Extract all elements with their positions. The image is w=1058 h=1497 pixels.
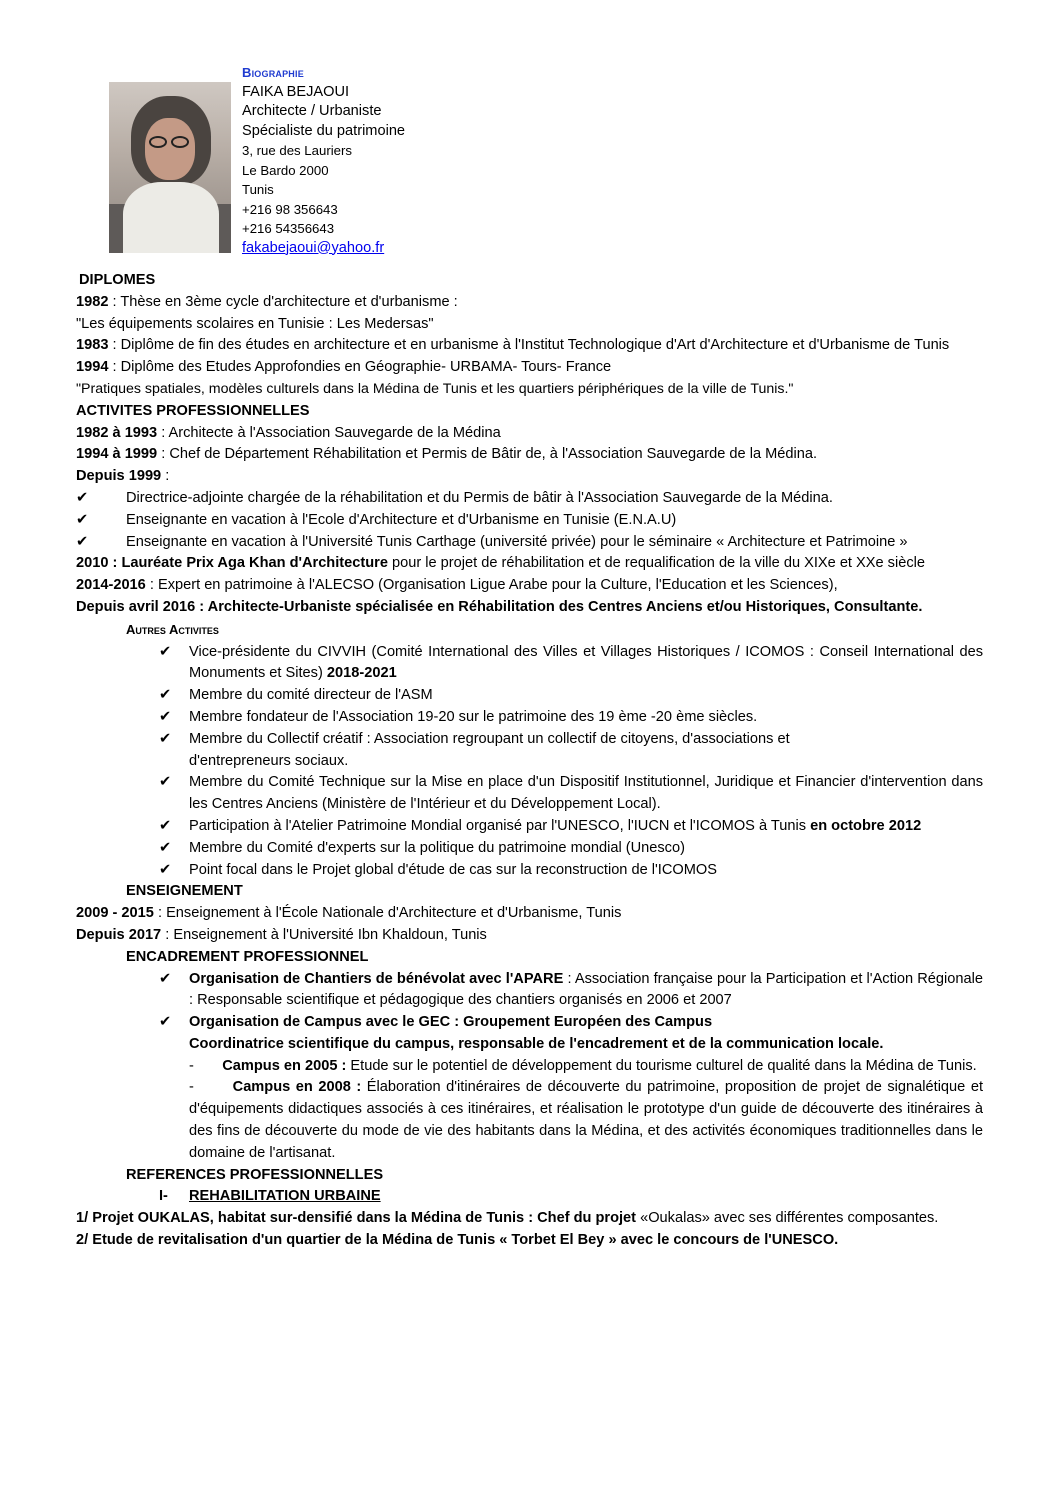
check-icon: ✔ xyxy=(159,687,172,704)
diplomes-heading: DIPLOMES xyxy=(79,272,156,288)
reference-text: «Oukalas» avec ses différentes composantes. xyxy=(636,1210,939,1227)
activity-text: : Chef de Département Réhabilitation et Permis de Bâtir de, à l'Association Sauvegarde de la Médina. xyxy=(157,446,818,463)
profession: Architecte / Urbaniste xyxy=(242,103,382,119)
other-activity-item xyxy=(76,685,983,707)
dash-marker: - xyxy=(189,1079,233,1096)
check-icon: ✔ xyxy=(159,817,172,834)
checklist-text: Enseignante en vacation à l'Ecole d'Architecture et d'Urbanisme en Tunisie (E.N.A.U) xyxy=(126,511,677,528)
other-activity-item xyxy=(76,772,983,816)
campus-title: Campus en 2005 : xyxy=(222,1057,347,1074)
diploma-text: : Diplôme de fin des études en architecture et en urbanisme à l'Institut Technologique d'Art d'Architecture et d'Urbanisme de Tunis xyxy=(108,337,950,354)
campus-text: Etude sur le potentiel de développement du tourisme culturel de qualité dans la Médina de Tunis. xyxy=(346,1057,977,1074)
check-icon: ✔ xyxy=(76,511,89,528)
other-activity-item xyxy=(76,729,983,773)
activity-text: : Expert en patrimoine à l'ALECSO (Organisation Ligue Arabe pour la Culture, l'Education et les Sciences), xyxy=(145,577,838,594)
check-icon: ✔ xyxy=(159,1014,172,1031)
diploma-year: 1982 xyxy=(76,293,109,310)
checklist-text: Enseignante en vacation à l'Université Tunis Carthage (université privée) pour le séminaire « Architecture et Patrimoine » xyxy=(126,533,908,550)
activites-heading: ACTIVITES PROFESSIONNELLES xyxy=(76,402,310,419)
bio-title: Biographie xyxy=(242,65,304,80)
person-name: FAIKA BEJAOUI xyxy=(242,83,350,100)
reference-title: 1/ Projet OUKALAS, habitat sur-densifié dans la Médina de Tunis : Chef du projet xyxy=(76,1210,637,1227)
activity-text: pour le projet de réhabilitation et de requalification de la ville du XIXe et XXe siècle xyxy=(387,555,925,572)
activity-current: Depuis avril 2016 : Architecte-Urbaniste spécialisée en Réhabilitation des Centres Anciens et/ou Historiques, Consultante. xyxy=(76,598,923,615)
other-activity-text: Membre du Comité d'experts sur la politique du patrimoine mondial (Unesco) xyxy=(189,839,685,856)
supervision-item xyxy=(76,1012,983,1056)
check-icon: ✔ xyxy=(159,643,172,660)
other-activity-text: Membre fondateur de l'Association 19-20 sur le patrimoine des 19 ème -20 ème siècles. xyxy=(189,708,758,725)
diploma-subtitle: "Pratiques spatiales, modèles culturels dans la Médina de Tunis et les quartiers périphériques de la ville de Tunis." xyxy=(76,380,794,397)
campus-item xyxy=(76,1056,983,1078)
check-icon: ✔ xyxy=(159,861,172,878)
activity-year: Depuis 1999 xyxy=(76,468,162,485)
check-icon: ✔ xyxy=(159,730,172,747)
enseignement-heading: ENSEIGNEMENT xyxy=(126,883,243,900)
checklist-text: Directrice-adjointe chargée de la réhabilitation et du Permis de bâtir à l'Association Sauvegarde de la Médina. xyxy=(126,489,833,506)
other-activity-item xyxy=(76,642,983,686)
other-activity-date: en octobre 2012 xyxy=(810,817,922,834)
diploma-text: : Diplôme des Etudes Approfondies en Géographie- URBAMA- Tours- France xyxy=(108,359,612,376)
check-icon: ✔ xyxy=(159,839,172,856)
diploma-year: 1983 xyxy=(76,337,109,354)
other-activity-text: Point focal dans le Projet global d'étude de cas sur la reconstruction de l'ICOMOS xyxy=(189,861,717,878)
other-activity-text: Membre du Collectif créatif : Association regroupant un collectif de citoyens, d'associations et xyxy=(189,730,790,747)
diploma-year: 1994 xyxy=(76,359,109,376)
other-activity-text: d'entrepreneurs sociaux. xyxy=(189,752,349,769)
diploma-text: : Thèse en 3ème cycle d'architecture et d'urbanisme : xyxy=(108,293,458,310)
activity-year: 1994 à 1999 xyxy=(76,446,158,463)
reference-title: 2/ Etude de revitalisation d'un quartier de la Médina de Tunis « Torbet El Bey » avec le concours de l'UNESCO. xyxy=(76,1232,839,1249)
checklist-item xyxy=(76,488,983,510)
teaching-text: : Enseignement à l'Université Ibn Khaldoun, Tunis xyxy=(161,926,487,943)
supervision-title: Organisation de Campus avec le GEC : Groupement Européen des Campus xyxy=(189,1014,713,1031)
email-link[interactable]: fakabejaoui@yahoo.fr xyxy=(242,239,385,256)
phone-2: +216 54356643 xyxy=(242,221,335,236)
other-activity-item xyxy=(76,707,983,729)
activity-year: 1982 à 1993 xyxy=(76,424,158,441)
teaching-text: : Enseignement à l'École Nationale d'Architecture et d'Urbanisme, Tunis xyxy=(153,905,622,922)
check-icon: ✔ xyxy=(159,774,172,791)
specialty: Spécialiste du patrimoine xyxy=(242,122,406,139)
check-icon: ✔ xyxy=(159,708,172,725)
other-activity-text: Membre du comité directeur de l'ASM xyxy=(189,687,433,704)
supervision-role: Coordinatrice scientifique du campus, responsable de l'encadrement et de la communication locale. xyxy=(189,1035,884,1052)
activity-year: 2010 xyxy=(76,555,109,572)
encadrement-heading: ENCADREMENT PROFESSIONNEL xyxy=(126,948,369,965)
campus-text: Élaboration d'itinéraires de découverte du patrimoine, proposition de projet de signalétique et d'équipements didactiques associés à ces itinéraires, et réalisation le prototype d'un guide de découverte des itinéraires à des fins de découverte du mode de vie des habitants dans la Médina, et des activités économiques traditionnelles dans le domaine de l'artisanat. xyxy=(189,1079,983,1161)
activity-year: 2014-2016 xyxy=(76,577,146,594)
activity-award: : Lauréate Prix Aga Khan d'Architecture xyxy=(108,555,388,572)
address-line2: Le Bardo 2000 xyxy=(242,162,329,178)
other-activity-item xyxy=(76,816,983,838)
supervision-title: Organisation de Chantiers de bénévolat avec l'APARE xyxy=(189,970,564,987)
supervision-item xyxy=(76,969,983,1013)
references-heading: REFERENCES PROFESSIONNELLES xyxy=(126,1166,384,1183)
other-activity-text: Vice-présidente du CIVVIH (Comité International des Villes et Villages Historiques / ICOMOS : Conseil International des Monuments et Sites) xyxy=(189,643,983,682)
cv-body xyxy=(76,270,983,1252)
check-icon: ✔ xyxy=(76,489,89,506)
teaching-year: Depuis 2017 xyxy=(76,926,162,943)
dash-marker: - xyxy=(189,1057,223,1074)
teaching-year: 2009 - 2015 xyxy=(76,905,154,922)
other-activity-item xyxy=(76,838,983,860)
activity-text: : xyxy=(161,468,170,485)
section-number: I- xyxy=(159,1188,168,1205)
other-activity-years: 2018-2021 xyxy=(326,665,397,682)
check-icon: ✔ xyxy=(159,970,172,987)
supervision-text: : Association française pour la Participation et l'Action Régionale : Responsable scientifique et pédagogique des chantiers organisés en 2006 et 2007 xyxy=(189,970,983,1009)
contact-header xyxy=(242,62,405,257)
checklist-item xyxy=(76,510,983,532)
activity-text: : Architecte à l'Association Sauvegarde de la Médina xyxy=(157,424,501,441)
portrait-photo xyxy=(109,82,231,253)
section-title: REHABILITATION URBAINE xyxy=(189,1188,381,1205)
diploma-subtitle: "Les équipements scolaires en Tunisie : Les Medersas" xyxy=(76,315,434,332)
address-line1: 3, rue des Lauriers xyxy=(242,143,352,158)
other-activity-text: Participation à l'Atelier Patrimoine Mondial organisé par l'UNESCO, l'IUCN et l'ICOMOS à Tunis xyxy=(189,817,811,834)
check-icon: ✔ xyxy=(76,533,89,550)
phone-1: +216 98 356643 xyxy=(242,201,338,217)
other-activity-item xyxy=(76,860,983,882)
address-line3: Tunis xyxy=(242,182,274,197)
checklist-item xyxy=(76,532,983,554)
campus-title: Campus en 2008 : xyxy=(232,1079,362,1096)
autres-heading: Autres Activites xyxy=(126,621,219,637)
other-activity-text: Membre du Comité Technique sur la Mise en place d'un Dispositif Institutionnel, Juridique et Financier d'intervention dans les Centres Anciens (Ministère de l'Intérieur et du Développement Local). xyxy=(189,774,983,813)
campus-item xyxy=(76,1077,983,1164)
